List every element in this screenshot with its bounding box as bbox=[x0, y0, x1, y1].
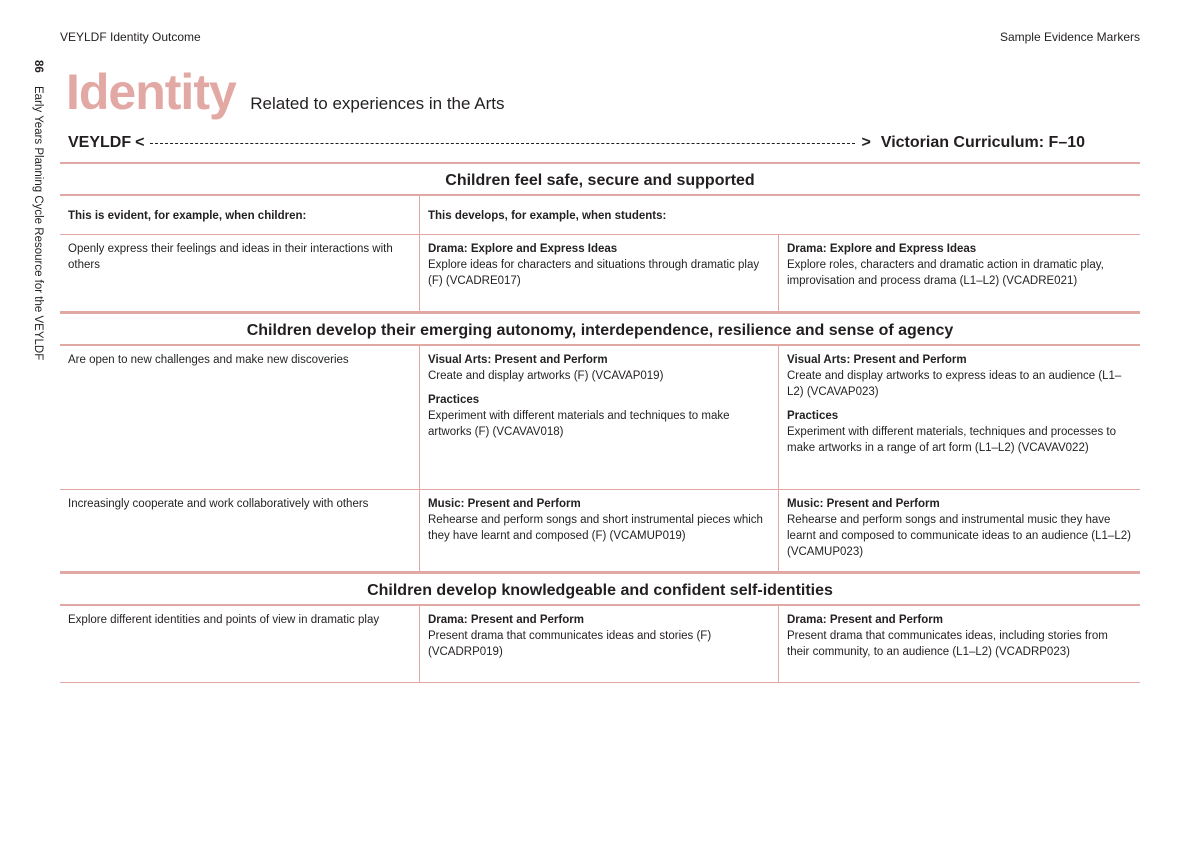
axis-right-arrow: > bbox=[861, 134, 871, 151]
section-heading: Children develop their emerging autonomy, interdependence, resilience and sense of agency bbox=[60, 312, 1140, 346]
foundation-text-practices: Experiment with different materials and techniques to make artworks (F) (VCAVAV018) bbox=[428, 410, 730, 438]
foundation-heading: Visual Arts: Present and Perform bbox=[428, 354, 608, 366]
level-cell bbox=[778, 490, 1140, 571]
foundation-text: Present drama that communicates ideas and stories (F) (VCADRP019) bbox=[428, 630, 712, 658]
side-margin bbox=[32, 60, 44, 360]
foundation-heading: Music: Present and Perform bbox=[428, 498, 581, 510]
title-row bbox=[66, 64, 504, 120]
column-header-evidence: This is evident, for example, when children: bbox=[68, 210, 307, 222]
foundation-cell bbox=[419, 235, 778, 311]
table-row bbox=[60, 490, 1140, 572]
foundation-cell bbox=[419, 606, 778, 682]
foundation-cell bbox=[419, 490, 778, 571]
level-heading-practices: Practices bbox=[787, 410, 839, 422]
foundation-heading: Drama: Explore and Express Ideas bbox=[428, 243, 618, 255]
section-heading: Children feel safe, secure and supported bbox=[60, 162, 1140, 196]
table-row bbox=[60, 235, 1140, 312]
section-heading: Children develop knowledgeable and confident self-identities bbox=[60, 572, 1140, 606]
axis-row bbox=[68, 134, 1140, 152]
column-header-develops: This develops, for example, when students: bbox=[419, 196, 1140, 234]
level-text: Present drama that communicates ideas, including stories from their community, to an audience (L1–L2) (VCADRP023) bbox=[787, 630, 1108, 658]
column-header-row bbox=[60, 196, 1140, 235]
evidence-table bbox=[60, 162, 1140, 683]
level-text: Explore roles, characters and dramatic action in dramatic play, improvisation and process drama (L1–L2) (VCADRE021) bbox=[787, 259, 1104, 287]
evidence-cell: Increasingly cooperate and work collaboratively with others bbox=[68, 498, 369, 510]
page-subtitle: Related to experiences in the Arts bbox=[250, 94, 505, 113]
evidence-cell: Explore different identities and points of view in dramatic play bbox=[68, 614, 380, 626]
foundation-text: Rehearse and perform songs and short instrumental pieces which they have learnt and composed (F) (VCAMUP019) bbox=[428, 514, 763, 542]
header-right: Sample Evidence Markers bbox=[999, 30, 1140, 44]
spacer bbox=[787, 400, 1132, 408]
level-text: Rehearse and perform songs and instrumental music they have learnt and composed to communicate ideas to an audience (L1–L2) (VCAMUP023) bbox=[787, 514, 1131, 558]
level-heading: Drama: Present and Perform bbox=[787, 614, 943, 626]
axis-dashed-line bbox=[150, 143, 855, 144]
level-cell bbox=[778, 346, 1140, 489]
foundation-text: Create and display artworks (F) (VCAVAP019) bbox=[428, 370, 664, 382]
side-title: Early Years Planning Cycle Resource for the VEYLDF bbox=[32, 86, 44, 361]
spacer bbox=[428, 384, 770, 392]
foundation-text: Explore ideas for characters and situations through dramatic play (F) (VCADRE017) bbox=[428, 259, 760, 287]
foundation-heading: Drama: Present and Perform bbox=[428, 614, 584, 626]
level-cell bbox=[778, 235, 1140, 311]
level-heading: Drama: Explore and Express Ideas bbox=[787, 243, 977, 255]
table-row bbox=[60, 346, 1140, 490]
header-left: VEYLDF Identity Outcome bbox=[60, 30, 201, 44]
level-cell bbox=[778, 606, 1140, 682]
table-row bbox=[60, 606, 1140, 683]
foundation-cell bbox=[419, 346, 778, 489]
level-text-practices: Experiment with different materials, techniques and processes to make artworks in a range of art form (L1–L2) (VCAVAV022) bbox=[787, 426, 1116, 454]
level-heading: Music: Present and Perform bbox=[787, 498, 940, 510]
axis-right-label: Victorian Curriculum: F–10 bbox=[880, 134, 1086, 151]
axis-left-label: VEYLDF bbox=[68, 134, 132, 151]
page-number: 86 bbox=[32, 60, 44, 73]
level-heading: Visual Arts: Present and Perform bbox=[787, 354, 967, 366]
evidence-cell: Are open to new challenges and make new discoveries bbox=[68, 354, 349, 366]
level-text: Create and display artworks to express ideas to an audience (L1–L2) (VCAVAP023) bbox=[787, 370, 1122, 398]
foundation-heading-practices: Practices bbox=[428, 394, 480, 406]
axis-left-arrow: < bbox=[135, 134, 145, 151]
page-title: Identity bbox=[66, 64, 236, 120]
evidence-cell: Openly express their feelings and ideas in their interactions with others bbox=[68, 243, 393, 271]
